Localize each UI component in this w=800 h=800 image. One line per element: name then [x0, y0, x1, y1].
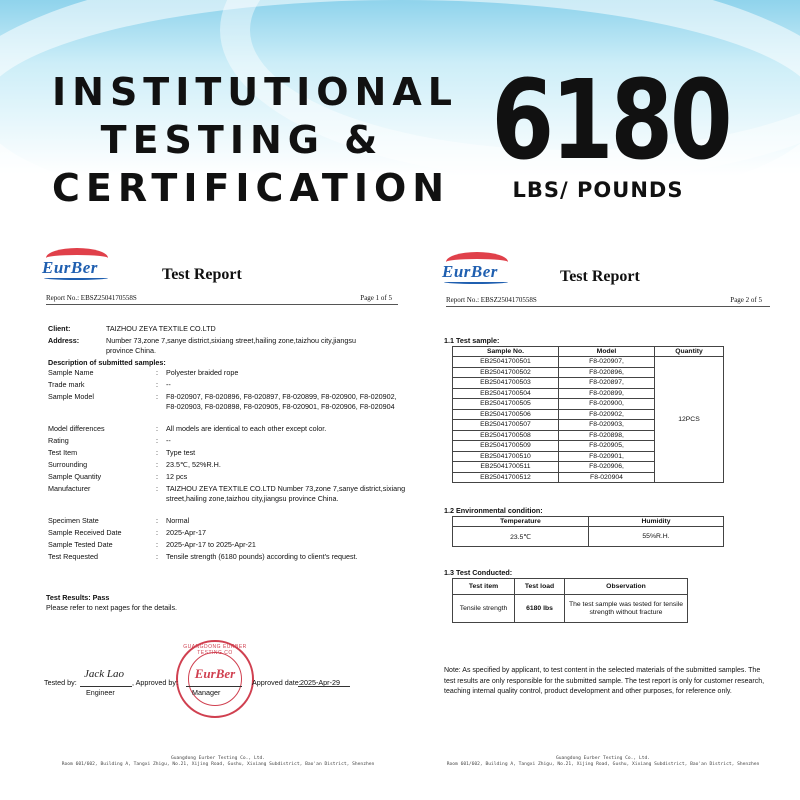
observation-cell: The test sample was tested for tensile strength without fracture: [565, 595, 688, 623]
field-value: Polyester braided rope: [166, 368, 239, 377]
test-load-cell: 6180 lbs: [515, 595, 565, 623]
field-label: Rating: [48, 436, 69, 445]
report-note: Note: As specified by applicant, to test content in the selected materials of the submitted samples. The test results are only responsible for the submitted sample. The test report is only for customer research, teaching internal quality control, product development and other purposes, for reference only.: [444, 667, 765, 695]
section-environment: 1.2 Environmental condition:: [444, 506, 543, 515]
report-page-1: [38, 238, 406, 770]
approved-date: 2025-Apr-29: [300, 678, 340, 687]
page-number: Page 2 of 5: [730, 296, 762, 304]
report-number: Report No.: EBSZ2504170558S: [46, 294, 137, 302]
model-cell: F8-020906,: [559, 462, 655, 473]
field-value: Tensile strength (6180 pounds) according to client's request.: [166, 552, 358, 561]
field-value: F8-020907, F8-020896, F8-020897, F8-020899, F8-020900, F8-020902, F8-020903, F8-020898, F8-020905, F8-020901, F8-020906, F8-020904: [166, 392, 397, 411]
address-value: Number 73,zone 7,sanye district,sixiang street,hailing zone,taizhou city,jiangsu province China.: [106, 336, 356, 355]
model-cell: F8-020904: [559, 472, 655, 483]
table-header: Quantity: [655, 347, 724, 357]
field-colon: :: [156, 484, 158, 493]
approved-date-label: Approved date:: [252, 678, 301, 687]
field-value: Type test: [166, 448, 196, 457]
field-label: Manufacturer: [48, 484, 91, 493]
model-cell: F8-020903,: [559, 420, 655, 431]
temperature-cell: 23.5℃: [453, 527, 589, 547]
model-cell: F8-020898,: [559, 430, 655, 441]
hero-line: TESTING &: [100, 118, 384, 162]
divider: [46, 304, 398, 305]
footer: [38, 756, 398, 768]
field-label: Sample Quantity: [48, 472, 102, 481]
footer-address: Room 601/602, Building A, Tangxi Zhigu, No.21, Xijing Road, Gushu, Xixiang Subdistrict, Bao'an District, Shenzhen: [61, 762, 375, 767]
sample-no-cell: EB25041700505: [453, 399, 559, 410]
approved-by-line: [186, 686, 242, 687]
report-title: Test Report: [560, 268, 640, 285]
field-colon: :: [156, 448, 158, 457]
table-row: [453, 527, 724, 547]
company-stamp: [176, 640, 254, 718]
engineer-signature: Jack Lao: [84, 668, 125, 680]
field-value: TAIZHOU ZEYA TEXTILE CO.LTD Number 73,zone 7,sanye district,sixiang street,hailing zone,taizhou city,jiangsu province China.: [166, 484, 406, 503]
field-colon: :: [156, 460, 158, 469]
field-colon: :: [156, 540, 158, 549]
approved-by-label: , Approved by:: [132, 678, 178, 687]
stamp-logo-text: EurBer: [194, 666, 236, 681]
field-value: 23.5℃, 52%R.H.: [166, 460, 221, 469]
approved-date-line: [298, 686, 350, 687]
field-label: Sample Received Date: [48, 528, 122, 537]
sample-no-cell: EB25041700508: [453, 430, 559, 441]
sample-no-cell: EB25041700509: [453, 441, 559, 452]
field-colon: :: [156, 380, 158, 389]
footer-company: Guangdong Eurber Testing Co., Ltd.: [170, 756, 266, 761]
logo-swoosh: [444, 280, 508, 284]
logo-text: EurBer: [442, 262, 498, 281]
field-value: 12 pcs: [166, 472, 188, 481]
sample-no-cell: EB25041700503: [453, 378, 559, 389]
sample-no-cell: EB25041700510: [453, 451, 559, 462]
model-cell: F8-020899,: [559, 388, 655, 399]
section-test-sample: 1.1 Test sample:: [444, 336, 500, 345]
field-colon: :: [156, 436, 158, 445]
stamp-ring-text: GUANGDONG EURBER TESTING CO: [183, 644, 247, 656]
model-cell: F8-020901,: [559, 451, 655, 462]
table-header: Observation: [565, 579, 688, 595]
field-value: --: [166, 436, 171, 445]
humidity-cell: 55%R.H.: [589, 527, 724, 547]
description-heading: Description of submitted samples:: [48, 358, 166, 367]
sample-no-cell: EB25041700504: [453, 388, 559, 399]
logo-swoosh: [44, 276, 108, 280]
model-cell: F8-020902,: [559, 409, 655, 420]
field-value: All models are identical to each other except color.: [166, 424, 327, 433]
quantity-cell: 12PCS: [655, 357, 724, 483]
footer: [436, 756, 770, 768]
table-header: Humidity: [589, 517, 724, 527]
eurber-logo: [40, 246, 112, 282]
footer-company: Guangdong Eurber Testing Co., Ltd.: [555, 756, 651, 761]
report-page-2: [436, 238, 770, 770]
field-value: 2025-Apr-17: [166, 528, 206, 537]
report-title: Test Report: [162, 266, 242, 283]
tested-by-label: Tested by:: [44, 678, 77, 687]
sample-no-cell: EB25041700512: [453, 472, 559, 483]
address-label: Address:: [48, 336, 80, 345]
field-label: Sample Tested Date: [48, 540, 113, 549]
tested-by-line: [80, 686, 132, 687]
table-header: Test load: [515, 579, 565, 595]
table-row: [453, 595, 688, 623]
hero-heading: [52, 68, 458, 212]
manager-label: Manager: [192, 688, 221, 697]
test-results-note: Please refer to next pages for the details.: [46, 603, 178, 612]
field-label: Surrounding: [48, 460, 88, 469]
sample-no-cell: EB25041700506: [453, 409, 559, 420]
model-cell: F8-020896,: [559, 367, 655, 378]
sample-no-cell: EB25041700511: [453, 462, 559, 473]
divider: [446, 306, 770, 307]
client-label: Client:: [48, 324, 71, 333]
field-colon: :: [156, 528, 158, 537]
hero-unit: LBS/ POUNDS: [512, 178, 684, 202]
test-results-heading: Test Results: Pass: [46, 593, 110, 602]
hero-number: 6180: [491, 56, 730, 184]
sample-no-cell: EB25041700502: [453, 367, 559, 378]
logo-text: EurBer: [42, 258, 98, 277]
field-label: Model differences: [48, 424, 105, 433]
field-label: Sample Model: [48, 392, 94, 401]
table-header-row: [453, 347, 724, 357]
field-colon: :: [156, 424, 158, 433]
report-number: Report No.: EBSZ2504170558S: [446, 296, 537, 304]
field-label: Sample Name: [48, 368, 94, 377]
field-label: Test Requested: [48, 552, 98, 561]
hero-line: CERTIFICATION: [52, 166, 451, 210]
field-label: Trade mark: [48, 380, 85, 389]
sample-no-cell: EB25041700501: [453, 357, 559, 368]
environment-table: [452, 516, 724, 547]
eurber-logo: [440, 250, 512, 286]
test-sample-rows: [453, 357, 724, 483]
field-value: 2025-Apr-17 to 2025-Apr-21: [166, 540, 256, 549]
table-header: Model: [559, 347, 655, 357]
model-cell: F8-020900,: [559, 399, 655, 410]
field-colon: :: [156, 552, 158, 561]
engineer-label: Engineer: [86, 688, 115, 697]
model-cell: F8-020905,: [559, 441, 655, 452]
table-header-row: [453, 517, 724, 527]
field-value: Normal: [166, 516, 190, 525]
field-label: Specimen State: [48, 516, 99, 525]
client-value: TAIZHOU ZEYA TEXTILE CO.LTD: [106, 324, 216, 333]
table-header: Sample No.: [453, 347, 559, 357]
table-header-row: [453, 579, 688, 595]
section-test-conducted: 1.3 Test Conducted:: [444, 568, 513, 577]
test-conducted-table: [452, 578, 688, 623]
model-cell: F8-020897,: [559, 378, 655, 389]
table-row: [453, 357, 724, 368]
field-colon: :: [156, 472, 158, 481]
page-number: Page 1 of 5: [360, 294, 392, 302]
footer-address: Room 601/602, Building A, Tangxi Zhigu, No.21, Xijing Road, Gushu, Xixiang Subdistrict, Bao'an District, Shenzhen: [446, 762, 760, 767]
table-header: Temperature: [453, 517, 589, 527]
sample-no-cell: EB25041700507: [453, 420, 559, 431]
table-header: Test item: [453, 579, 515, 595]
field-label: Test Item: [48, 448, 78, 457]
field-colon: :: [156, 516, 158, 525]
hero-line: INSTITUTIONAL: [52, 70, 458, 114]
field-colon: :: [156, 368, 158, 377]
field-colon: :: [156, 392, 158, 401]
model-cell: F8-020907,: [559, 357, 655, 368]
test-sample-table: [452, 346, 724, 483]
field-value: --: [166, 380, 171, 389]
test-item-cell: Tensile strength: [453, 595, 515, 623]
